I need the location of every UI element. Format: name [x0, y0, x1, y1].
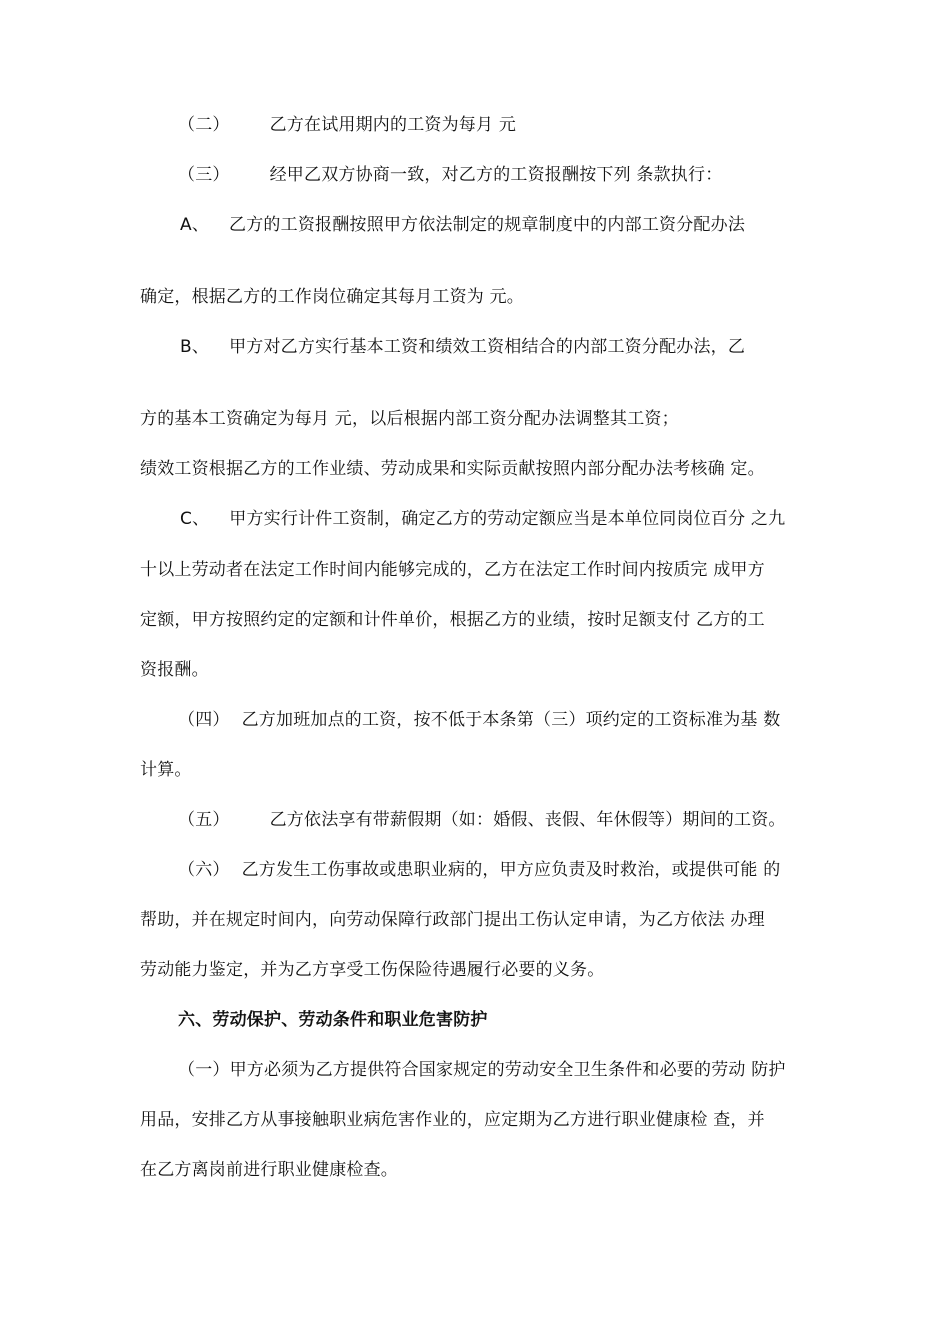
paragraph-text: 乙方发生工伤事故或患职业病的，甲方应负责及时救治，或提供可能 的 — [241, 860, 781, 880]
paragraph-label: （二） — [178, 115, 230, 135]
paragraph-6-line-2: 帮助，并在规定时间内，向劳动保障行政部门提出工伤认定申请，为乙方依法 办理 — [140, 910, 765, 930]
clause-c-line-3: 定额，甲方按照约定的定额和计件单价，根据乙方的业绩，按时足额支付 乙方的工 — [140, 610, 765, 630]
paragraph-2 — [178, 114, 516, 136]
clause-c-line-4: 资报酬。 — [140, 660, 209, 680]
paragraph-6-line-1 — [178, 859, 780, 881]
clause-b-line-2: 方的基本工资确定为每月 元，以后根据内部工资分配办法调整其工资； — [140, 409, 679, 429]
clause-label: C、 — [180, 509, 210, 529]
paragraph-label: （六） — [178, 860, 230, 880]
clause-a-line-2: 确定，根据乙方的工作岗位确定其每月工资为 元。 — [140, 287, 525, 307]
paragraph-3 — [178, 164, 722, 186]
paragraph-text: 甲方必须为乙方提供符合国家规定的劳动安全卫生条件和必要的劳动 防护 — [229, 1060, 786, 1080]
paragraph-text: 乙方依法享有带薪假期（如：婚假、丧假、年休假等）期间的工资。 — [269, 810, 786, 830]
clause-text: 甲方对乙方实行基本工资和绩效工资相结合的内部工资分配办法，乙 — [229, 337, 746, 357]
paragraph-label: （三） — [178, 165, 230, 185]
section-6-paragraph-1-line-1 — [178, 1059, 786, 1081]
paragraph-6-line-3: 劳动能力鉴定，并为乙方享受工伤保险待遇履行必要的义务。 — [140, 960, 605, 980]
clause-text: 甲方实行计件工资制，确定乙方的劳动定额应当是本单位同岗位百分 之九 — [229, 509, 786, 529]
clause-b-line-1 — [180, 336, 745, 358]
clause-label: B、 — [180, 337, 210, 357]
paragraph-5 — [178, 809, 786, 831]
section-6-paragraph-1-line-2: 用品，安排乙方从事接触职业病危害作业的，应定期为乙方进行职业健康检 查，并 — [140, 1110, 765, 1130]
clause-text: 乙方的工资报酬按照甲方依法制定的规章制度中的内部工资分配办法 — [229, 215, 746, 235]
paragraph-label: （四） — [178, 710, 230, 730]
paragraph-text: 乙方在试用期内的工资为每月 元 — [269, 115, 517, 135]
paragraph-text: 经甲乙双方协商一致，对乙方的工资报酬按下列 条款执行： — [269, 165, 723, 185]
paragraph-4-line-2: 计算。 — [140, 760, 192, 780]
section-6-paragraph-1-line-3: 在乙方离岗前进行职业健康检查。 — [140, 1160, 398, 1180]
clause-c-line-1 — [180, 508, 785, 530]
clause-c-line-2: 十以上劳动者在法定工作时间内能够完成的，乙方在法定工作时间内按质完 成甲方 — [140, 560, 765, 580]
clause-label: A、 — [180, 215, 210, 235]
clause-a-line-1 — [180, 214, 745, 236]
paragraph-label: （一） — [178, 1060, 230, 1080]
section-6-heading: 六、劳动保护、劳动条件和职业危害防护 — [178, 1010, 488, 1030]
paragraph-text: 乙方加班加点的工资，按不低于本条第（三）项约定的工资标准为基 数 — [241, 710, 781, 730]
paragraph-label: （五） — [178, 810, 230, 830]
paragraph-4-line-1 — [178, 709, 780, 731]
clause-b-line-3: 绩效工资根据乙方的工作业绩、劳动成果和实际贡献按照内部分配办法考核确 定。 — [140, 459, 765, 479]
